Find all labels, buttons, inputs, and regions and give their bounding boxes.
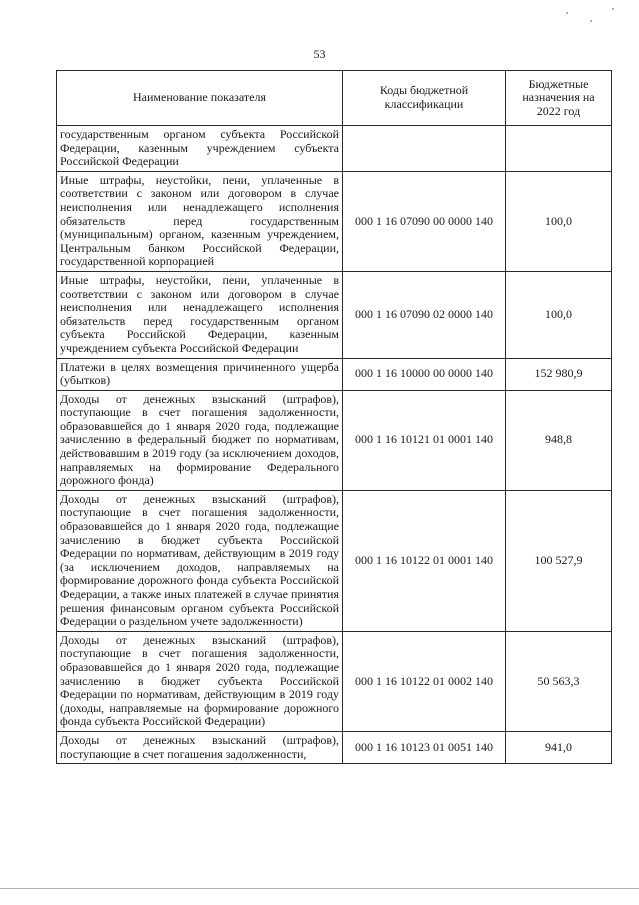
scan-edge-line	[0, 888, 639, 889]
header-indicator-name: Наименование показателя	[57, 71, 343, 126]
row-budget-code	[343, 126, 506, 172]
row-budget-amount: 100,0	[506, 271, 612, 358]
row-indicator-name: Доходы от денежных взысканий (штрафов), поступающие в счет погашения задолженности, образовавшейся до 1 января 2020 года, подлежащие зачислению в федеральный бюджет по нормативам, действовавшим в 2019 году (за исключением доходов, направляемых на формирование Федерального дорожного фонда)	[57, 390, 343, 490]
table-row	[57, 358, 612, 390]
table-row	[57, 271, 612, 358]
row-indicator-name: государственным органом субъекта Российской Федерации, казенным учреждением субъекта Российской Федерации	[57, 126, 343, 172]
row-budget-code: 000 1 16 07090 00 0000 140	[343, 171, 506, 271]
table-row	[57, 731, 612, 763]
row-budget-code: 000 1 16 07090 02 0000 140	[343, 271, 506, 358]
row-budget-amount: 948,8	[506, 390, 612, 490]
row-budget-code: 000 1 16 10122 01 0001 140	[343, 490, 506, 631]
row-indicator-name: Доходы от денежных взысканий (штрафов), поступающие в счет погашения задолженности, образовавшейся до 1 января 2020 года, подлежащие зачислению в бюджет субъекта Российской Федерации по нормативам, действующим в 2019 году (доходы, направляемые на формирование дорожного фонда субъекта Российской Федерации)	[57, 631, 343, 731]
row-budget-amount: 152 980,9	[506, 358, 612, 390]
page-number: 53	[313, 47, 326, 61]
table-row	[57, 171, 612, 271]
table-row	[57, 390, 612, 490]
table-row	[57, 490, 612, 631]
row-budget-code: 000 1 16 10000 00 0000 140	[343, 358, 506, 390]
table-row	[57, 631, 612, 731]
row-indicator-name: Доходы от денежных взысканий (штрафов), поступающие в счет погашения задолженности,	[57, 731, 343, 763]
row-indicator-name: Доходы от денежных взысканий (штрафов), поступающие в счет погашения задолженности, образовавшейся до 1 января 2020 года, подлежащие зачислению в бюджет субъекта Российской Федерации по нормативам, действующим в 2019 году (за исключением доходов, направляемых на формирование дорожного фонда субъекта Российской Федерации, а также иных платежей в случае принятия решения финансовым органом субъекта Российской Федерации о раздельном учете задолженности)	[57, 490, 343, 631]
table-row	[57, 126, 612, 172]
header-budget-amount: Бюджетные назначения на 2022 год	[506, 71, 612, 126]
row-budget-amount	[506, 126, 612, 172]
budget-table	[56, 70, 612, 764]
scan-speck	[590, 20, 592, 22]
scan-speck	[612, 8, 614, 10]
row-budget-code: 000 1 16 10122 01 0002 140	[343, 631, 506, 731]
row-budget-code: 000 1 16 10123 01 0051 140	[343, 731, 506, 763]
scan-speck	[566, 12, 568, 14]
row-budget-code: 000 1 16 10121 01 0001 140	[343, 390, 506, 490]
row-indicator-name: Иные штрафы, неустойки, пени, уплаченные в соответствии с законом или договором в случае неисполнения или ненадлежащего исполнения обязательств перед государственным (муниципальным) органом, казенным учреждением, Центральным банком Российской Федерации, государственной корпорацией	[57, 171, 343, 271]
row-indicator-name: Иные штрафы, неустойки, пени, уплаченные в соответствии с законом или договором в случае неисполнения или ненадлежащего исполнения обязательств перед государственным органом субъекта Российской Федерации, казенным учреждением субъекта Российской Федерации	[57, 271, 343, 358]
row-budget-amount: 100,0	[506, 171, 612, 271]
row-budget-amount: 100 527,9	[506, 490, 612, 631]
header-budget-codes: Коды бюджетной классификации	[343, 71, 506, 126]
row-budget-amount: 941,0	[506, 731, 612, 763]
row-budget-amount: 50 563,3	[506, 631, 612, 731]
row-indicator-name: Платежи в целях возмещения причиненного ущерба (убытков)	[57, 358, 343, 390]
table-header-row	[57, 71, 612, 126]
